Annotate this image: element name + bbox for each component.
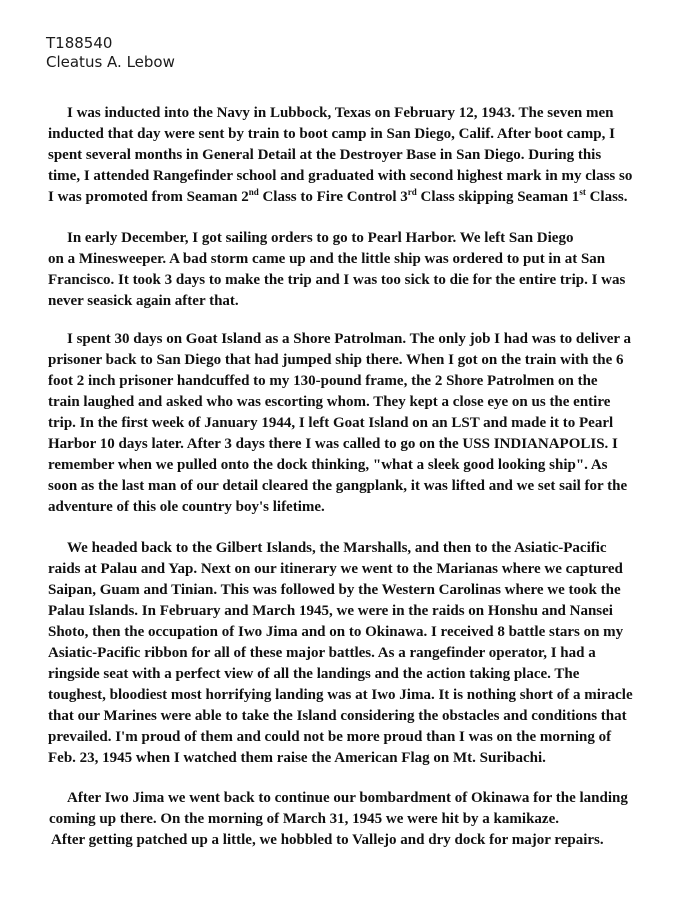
- text-line: inducted that day were sent by train to boot camp in San Diego, Calif. After boot camp, I: [48, 126, 615, 142]
- text-line: I spent 30 days on Goat Island as a Shore Patrolman. The only job I had was to deliver a: [67, 331, 631, 347]
- text-line: raids at Palau and Yap. Next on our itinerary we went to the Marianas where we captured: [48, 561, 623, 577]
- text-line: Francisco. It took 3 days to make the trip and I was too sick to die for the entire trip. I was: [48, 272, 626, 288]
- text-line: After getting patched up a little, we hobbled to Vallejo and dry dock for major repairs.: [51, 832, 604, 848]
- superscript: rd: [407, 187, 417, 197]
- text-line: never seasick again after that.: [48, 293, 239, 309]
- paragraph-4: [48, 538, 688, 769]
- text-line-with-superscripts: [48, 187, 688, 208]
- text-line: Saipan, Guam and Tinian. This was followed by the Western Carolinas where we took the: [48, 582, 621, 598]
- paragraph-3: [48, 329, 688, 518]
- text-run: Class to Fire Control 3: [258, 189, 408, 205]
- text-line: trip. In the first week of January 1944, I left Goat Island on an LST and made it to Pearl: [48, 415, 614, 431]
- text-line: Asiatic-Pacific ribbon for all of these major battles. As a rangefinder operator, I had a: [48, 645, 596, 661]
- text-line: Harbor 10 days later. After 3 days there I was called to go on the USS INDIANAPOLIS. I: [48, 436, 618, 452]
- text-line: coming up there. On the morning of March 31, 1945 we were hit by a kamikaze.: [49, 811, 559, 827]
- text-run: Class skipping Seaman 1: [416, 189, 580, 205]
- text-line: Shoto, then the occupation of Iwo Jima and on to Okinawa. I received 8 battle stars on my: [48, 624, 624, 640]
- paragraph-5: [48, 788, 688, 851]
- text-line: We headed back to the Gilbert Islands, the Marshalls, and then to the Asiatic-Pacific: [67, 540, 607, 556]
- text-line: In early December, I got sailing orders to go to Pearl Harbor. We left San Diego: [67, 230, 574, 246]
- text-line: I was inducted into the Navy in Lubbock, Texas on February 12, 1943. The seven men: [67, 105, 614, 121]
- text-line: After Iwo Jima we went back to continue our bombardment of Okinawa for the landing: [67, 790, 628, 806]
- superscript: nd: [248, 187, 259, 197]
- text-run: I was promoted from Seaman 2: [48, 189, 249, 205]
- text-line: remember when we pulled onto the dock thinking, "what a sleek good looking ship". As: [48, 457, 608, 473]
- text-line: ringside seat with a perfect view of all the landings and the action taking place. The: [48, 666, 580, 682]
- text-line: prevailed. I'm proud of them and could not be more proud than I was on the morning of: [48, 729, 612, 745]
- text-line: Feb. 23, 1945 when I watched them raise the American Flag on Mt. Suribachi.: [48, 750, 546, 766]
- paragraph-2: [48, 228, 688, 312]
- text-line: soon as the last man of our detail cleared the gangplank, it was lifted and we set sail for the: [48, 478, 628, 494]
- document-header: [46, 34, 175, 72]
- document-id: T188540: [46, 34, 113, 52]
- paragraph-1: [48, 103, 688, 208]
- text-line: toughest, bloodiest most horrifying landing was at Iwo Jima. It is nothing short of a miracle: [48, 687, 633, 703]
- text-line: time, I attended Rangefinder school and graduated with second highest mark in my class so: [48, 168, 633, 184]
- author-name: Cleatus A. Lebow: [46, 53, 175, 71]
- text-line: prisoner back to San Diego that had jumped ship there. When I got on the train with the 6: [48, 352, 624, 368]
- text-line: foot 2 inch prisoner handcuffed to my 130-pound frame, the 2 Shore Patrolmen on the: [48, 373, 598, 389]
- text-run: Class.: [585, 189, 628, 205]
- superscript: st: [579, 187, 586, 197]
- text-line: adventure of this ole country boy's lifetime.: [48, 499, 325, 515]
- text-line: that our Marines were able to take the Island considering the obstacles and conditions that: [48, 708, 627, 724]
- text-line: Palau Islands. In February and March 1945, we were in the raids on Honshu and Nansei: [48, 603, 613, 619]
- text-line: spent several months in General Detail at the Destroyer Base in San Diego. During this: [48, 147, 602, 163]
- text-line: on a Minesweeper. A bad storm came up and the little ship was ordered to put in at San: [48, 251, 606, 267]
- text-line: train laughed and asked who was escorting whom. They kept a close eye on us the entire: [48, 394, 611, 410]
